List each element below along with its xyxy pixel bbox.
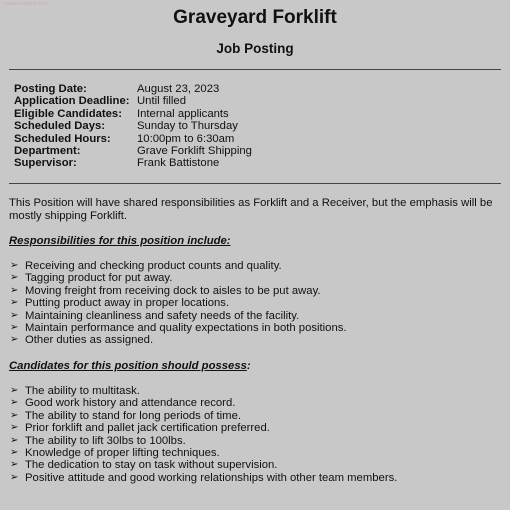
list-item [10,322,347,334]
list-item-text: Receiving and checking product counts and quality. [25,260,282,272]
list-item [10,472,397,484]
arrow-bullet-icon: ➢ [10,260,19,271]
watermark: www.example.com [4,1,49,7]
field-label: Supervisor: [14,157,77,170]
responsibilities-list [10,260,347,347]
arrow-bullet-icon: ➢ [10,309,19,321]
list-item-text: The dedication to stay on task without supervision. [25,459,278,472]
qualifications-heading [9,360,251,372]
arrow-bullet-icon: ➢ [10,284,19,296]
list-item [10,447,397,459]
list-item-text: The ability to multitask. [25,385,140,397]
field-label: Scheduled Days: [14,120,106,133]
qualifications-list [10,385,397,484]
list-item [10,260,347,272]
field-label: Department: [14,145,81,158]
posting-details [14,83,252,170]
arrow-bullet-icon: ➢ [10,272,19,284]
qualifications-heading-text: Candidates for this position should possess [9,360,247,372]
field-row-scheduled-days [14,120,252,132]
list-item-text: Other duties as assigned. [25,334,154,347]
field-value: Sunday to Thursday [137,120,238,133]
list-item-text: Moving freight from receiving dock to aisles to be put away. [25,284,321,297]
list-item [10,422,397,434]
divider-top [9,69,501,70]
field-row-posting-date [14,83,252,95]
field-row-scheduled-hours [14,133,252,145]
arrow-bullet-icon: ➢ [10,447,19,459]
arrow-bullet-icon: ➢ [10,397,19,409]
field-label: Posting Date: [14,83,87,95]
field-row-department [14,145,252,157]
list-item-text: Knowledge of proper lifting techniques. [25,447,220,460]
list-item [10,285,347,297]
arrow-bullet-icon: ➢ [10,385,19,396]
list-item [10,435,397,447]
list-item [10,385,397,397]
list-item [10,272,347,284]
responsibilities-heading: Responsibilities for this position include: [9,235,231,247]
document-title: Graveyard Forklift [173,7,337,28]
field-label: Application Deadline: [14,95,130,108]
list-item-text: Good work history and attendance record. [25,397,236,410]
list-item [10,297,347,309]
list-item [10,459,397,471]
list-item-text: Maintain performance and quality expectations in both positions. [25,322,347,335]
field-value: Grave Forklift Shipping [137,145,252,158]
list-item-text: Positive attitude and good working relationships with other team members. [25,471,398,484]
field-label: Scheduled Hours: [14,132,111,145]
list-item-text: Maintaining cleanliness and safety needs of the facility. [25,309,300,322]
field-value: 10:00pm to 6:30am [137,132,235,145]
document-subtitle: Job Posting [216,41,294,56]
arrow-bullet-icon: ➢ [10,409,19,421]
qualifications-heading-colon: : [246,360,251,372]
divider-middle [9,183,501,184]
arrow-bullet-icon: ➢ [10,459,19,471]
field-value: August 23, 2023 [137,83,220,95]
list-item-text: Prior forklift and pallet jack certification preferred. [25,422,270,435]
intro-paragraph: This Position will have shared responsibilities as Forklift and a Receiver, but the emphasis will be mostly shipping Forklift. [9,197,493,222]
list-item [10,410,397,422]
field-label: Eligible Candidates: [14,107,122,120]
list-item-text: The ability to lift 30lbs to 100lbs. [25,434,186,447]
arrow-bullet-icon: ➢ [10,422,19,434]
arrow-bullet-icon: ➢ [10,471,19,483]
list-item-text: Tagging product for put away. [25,272,173,285]
arrow-bullet-icon: ➢ [10,322,19,334]
arrow-bullet-icon: ➢ [10,434,19,446]
field-row-application-deadline [14,95,252,107]
list-item [10,310,347,322]
list-item [10,334,347,346]
field-value: Internal applicants [137,107,229,120]
field-value: Until filled [137,95,186,108]
field-row-supervisor [14,157,252,169]
list-item-text: The ability to stand for long periods of time. [25,409,242,422]
field-value: Frank Battistone [137,157,220,170]
field-row-eligible-candidates [14,108,252,120]
list-item [10,397,397,409]
arrow-bullet-icon: ➢ [10,334,19,346]
arrow-bullet-icon: ➢ [10,297,19,309]
list-item-text: Putting product away in proper locations. [25,297,230,310]
